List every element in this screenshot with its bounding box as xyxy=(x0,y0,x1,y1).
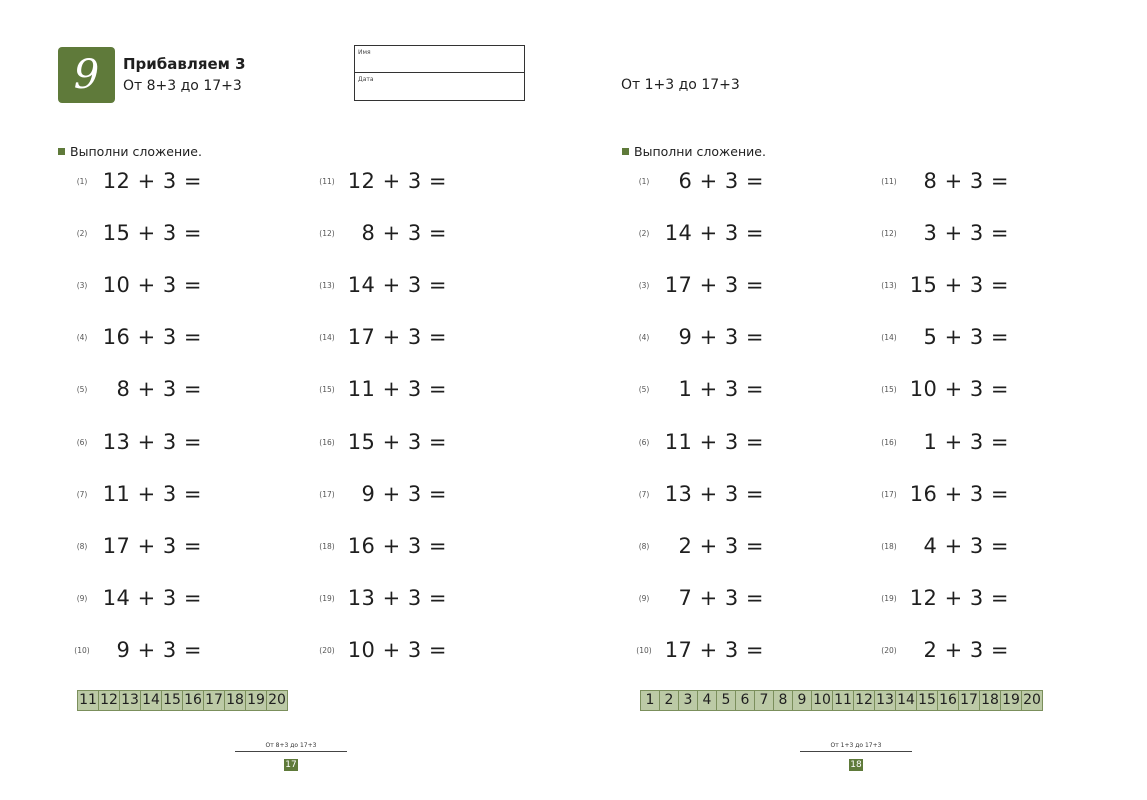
strip-cell: 11 xyxy=(832,690,854,711)
problem-number: (3) xyxy=(638,281,650,291)
strip-cell: 8 xyxy=(773,690,793,711)
footer-text: От 1+3 до 17+3 xyxy=(800,742,912,752)
problem-expression: 17 + 3 = xyxy=(347,325,447,350)
problem-expression: 7 + 3 = xyxy=(678,585,764,610)
problem-expression: 4 + 3 = xyxy=(923,533,1009,558)
strip-cell: 20 xyxy=(1021,690,1043,711)
problem-expression: 14 + 3 = xyxy=(102,585,202,610)
problem-number: (1) xyxy=(76,177,88,186)
problem-number: (12) xyxy=(881,229,897,239)
problem-expression: 17 + 3 = xyxy=(664,637,764,662)
problem-number: (4) xyxy=(638,333,650,343)
problem-expression: 8 + 3 = xyxy=(361,221,447,246)
problem-number: (8) xyxy=(638,541,650,551)
problem-number: (15) xyxy=(319,385,335,395)
problem-expression: 5 + 3 = xyxy=(923,325,1009,350)
problem-expression: 16 + 3 = xyxy=(909,481,1009,506)
problem-number: (5) xyxy=(76,385,88,395)
strip-cell: 7 xyxy=(754,690,774,711)
date-label: Дата xyxy=(358,76,374,83)
strip-cell: 11 xyxy=(77,690,99,711)
problem-number: (8) xyxy=(76,541,88,551)
problem-number: (2) xyxy=(76,229,88,239)
problem-expression: 8 + 3 = xyxy=(923,169,1009,193)
problem-expression: 10 + 3 = xyxy=(347,637,447,662)
problem-number: (13) xyxy=(881,281,897,291)
problem-expression: 9 + 3 = xyxy=(116,637,202,662)
footer-text: От 8+3 до 17+3 xyxy=(235,742,347,752)
problem-expression: 9 + 3 = xyxy=(361,481,447,506)
problem-number: (20) xyxy=(881,645,897,655)
date-field[interactable] xyxy=(355,73,524,100)
problem-number: (9) xyxy=(638,593,650,603)
problem-expression: 13 + 3 = xyxy=(102,429,202,454)
strip-cell: 12 xyxy=(853,690,875,711)
problem-number: (5) xyxy=(638,385,650,395)
problem-expression: 8 + 3 = xyxy=(116,377,202,402)
problem-number: (6) xyxy=(638,437,650,447)
problem-expression: 12 + 3 = xyxy=(909,585,1009,610)
strip-cell: 17 xyxy=(203,690,225,711)
strip-cell: 6 xyxy=(735,690,755,711)
problem-expression: 11 + 3 = xyxy=(102,481,202,506)
page-number: 17 xyxy=(285,760,297,770)
problem-expression: 9 + 3 = xyxy=(678,325,764,350)
strip-cell: 1 xyxy=(640,690,660,711)
problem-expression: 14 + 3 = xyxy=(347,273,447,298)
problem-number: (9) xyxy=(76,593,88,603)
page-number: 18 xyxy=(850,760,862,770)
strip-cell: 17 xyxy=(958,690,980,711)
problem-number: (7) xyxy=(638,489,650,499)
lesson-title: Прибавляем 3 xyxy=(123,55,246,73)
bullet-square-icon xyxy=(622,148,629,155)
number-strip-left xyxy=(78,690,288,711)
strip-cell: 14 xyxy=(895,690,917,711)
strip-cell: 9 xyxy=(792,690,812,711)
problem-number: (18) xyxy=(881,541,897,551)
strip-cell: 18 xyxy=(224,690,246,711)
problem-expression: 12 + 3 = xyxy=(347,169,447,193)
problem-expression: 14 + 3 = xyxy=(664,221,764,246)
problem-number: (11) xyxy=(319,177,335,186)
problem-expression: 3 + 3 = xyxy=(923,221,1009,246)
lesson-number-badge: 9 xyxy=(58,47,115,103)
problem-expression: 10 + 3 = xyxy=(102,273,202,298)
problem-expression: 12 + 3 = xyxy=(102,169,202,193)
problem-expression: 13 + 3 = xyxy=(664,481,764,506)
strip-cell: 5 xyxy=(716,690,736,711)
strip-cell: 16 xyxy=(937,690,959,711)
problem-number: (16) xyxy=(881,437,897,447)
instruction-text: Выполни сложение. xyxy=(634,144,766,159)
problem-expression: 13 + 3 = xyxy=(347,585,447,610)
problem-expression: 11 + 3 = xyxy=(664,429,764,454)
problem-expression: 16 + 3 = xyxy=(102,325,202,350)
problem-number: (7) xyxy=(76,489,88,499)
problem-expression: 1 + 3 = xyxy=(678,377,764,402)
strip-cell: 2 xyxy=(659,690,679,711)
footer-left xyxy=(235,742,347,771)
problem-number: (17) xyxy=(319,489,335,499)
instruction-text: Выполни сложение. xyxy=(70,144,202,159)
problem-number: (14) xyxy=(881,333,897,343)
problem-expression: 10 + 3 = xyxy=(909,377,1009,402)
problem-expression: 2 + 3 = xyxy=(923,637,1009,662)
problem-number: (2) xyxy=(638,229,650,239)
problem-number: (15) xyxy=(881,385,897,395)
strip-cell: 13 xyxy=(874,690,896,711)
problem-expression: 15 + 3 = xyxy=(347,429,447,454)
problem-number: (10) xyxy=(74,645,90,655)
strip-cell: 16 xyxy=(182,690,204,711)
strip-cell: 18 xyxy=(979,690,1001,711)
instruction-right xyxy=(622,144,766,159)
lesson-subtitle: От 8+3 до 17+3 xyxy=(123,78,242,94)
strip-cell: 3 xyxy=(678,690,698,711)
problem-expression: 16 + 3 = xyxy=(347,533,447,558)
name-field[interactable] xyxy=(355,46,524,73)
problem-number: (17) xyxy=(881,489,897,499)
problem-expression: 17 + 3 = xyxy=(102,533,202,558)
problem-number: (10) xyxy=(636,645,652,655)
problem-expression: 2 + 3 = xyxy=(678,533,764,558)
strip-cell: 14 xyxy=(140,690,162,711)
problem-expression: 11 + 3 = xyxy=(347,377,447,402)
strip-cell: 12 xyxy=(98,690,120,711)
strip-cell: 19 xyxy=(1000,690,1022,711)
instruction-left xyxy=(58,144,202,159)
strip-cell: 19 xyxy=(245,690,267,711)
problem-number: (12) xyxy=(319,229,335,239)
problem-number: (3) xyxy=(76,281,88,291)
problem-number: (13) xyxy=(319,281,335,291)
right-page-subtitle: От 1+3 до 17+3 xyxy=(621,77,740,93)
problem-expression: 17 + 3 = xyxy=(664,273,764,298)
problem-number: (4) xyxy=(76,333,88,343)
footer-right xyxy=(800,742,912,771)
problem-number: (1) xyxy=(638,177,650,186)
problem-number: (16) xyxy=(319,437,335,447)
problem-number: (19) xyxy=(881,593,897,603)
strip-cell: 15 xyxy=(916,690,938,711)
strip-cell: 13 xyxy=(119,690,141,711)
problem-number: (6) xyxy=(76,437,88,447)
strip-cell: 15 xyxy=(161,690,183,711)
problem-expression: 6 + 3 = xyxy=(678,169,764,193)
problem-number: (19) xyxy=(319,593,335,603)
problem-expression: 1 + 3 = xyxy=(923,429,1009,454)
name-date-box xyxy=(354,45,525,101)
bullet-square-icon xyxy=(58,148,65,155)
problem-expression: 15 + 3 = xyxy=(909,273,1009,298)
problem-number: (11) xyxy=(881,177,897,186)
problem-number: (14) xyxy=(319,333,335,343)
strip-cell: 20 xyxy=(266,690,288,711)
problem-number: (18) xyxy=(319,541,335,551)
number-strip-right xyxy=(641,690,1043,711)
problem-number: (20) xyxy=(319,645,335,655)
name-label: Имя xyxy=(358,49,371,56)
strip-cell: 10 xyxy=(811,690,833,711)
strip-cell: 4 xyxy=(697,690,717,711)
problem-expression: 15 + 3 = xyxy=(102,221,202,246)
